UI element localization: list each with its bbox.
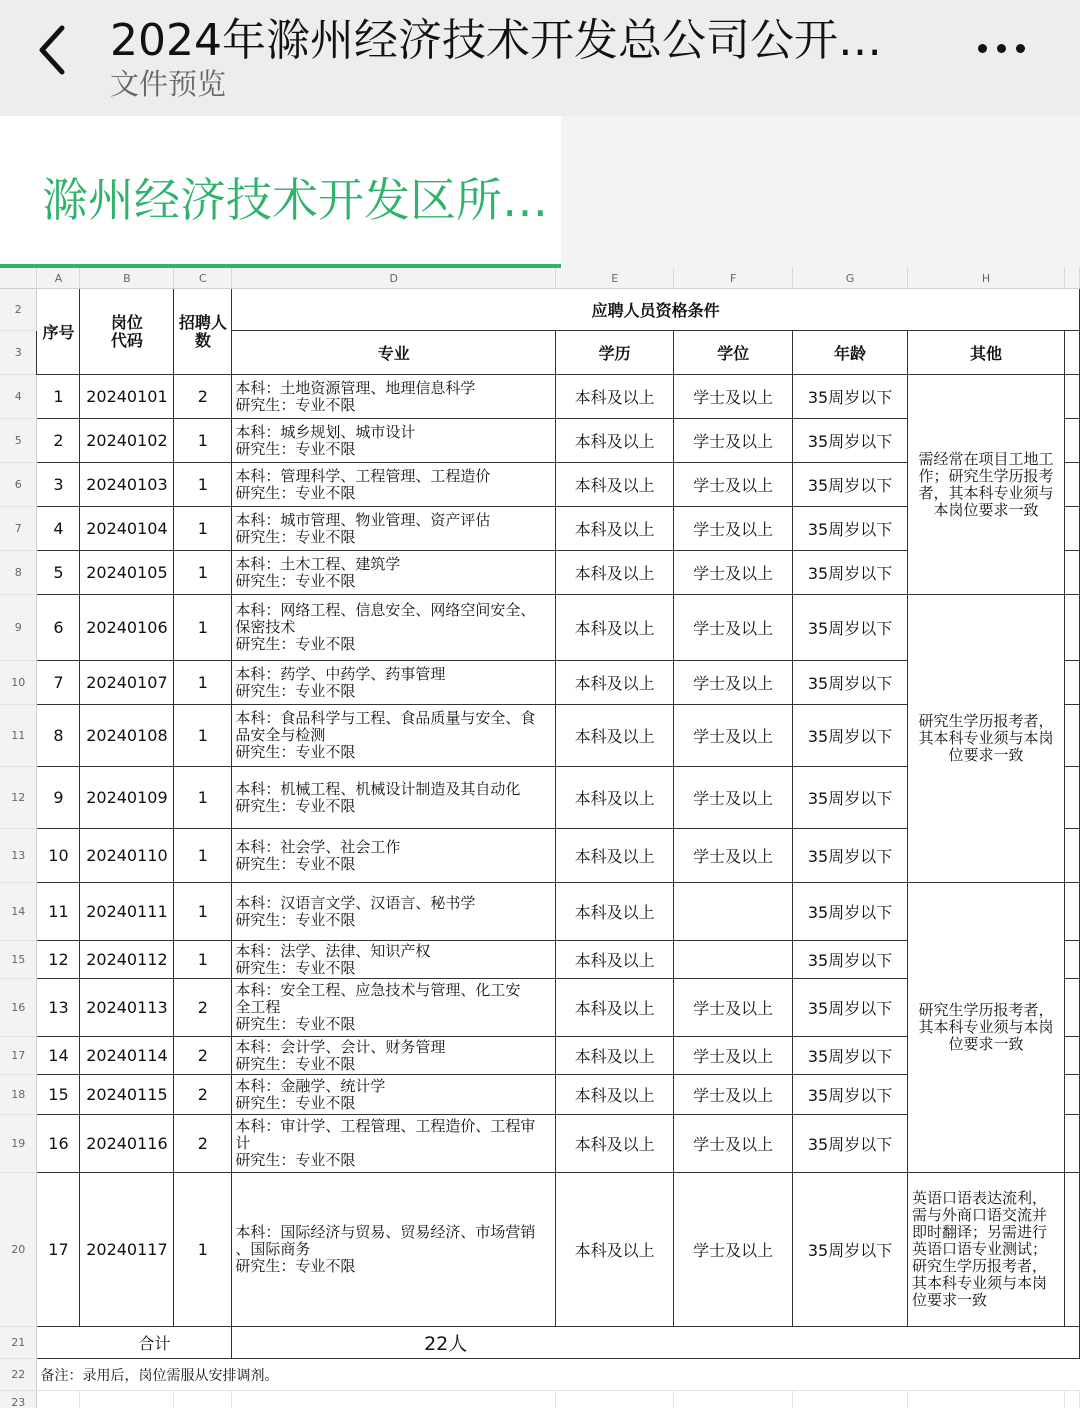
- cell-major[interactable]: 本科：社会学、社会工作 研究生：专业不限: [232, 829, 556, 883]
- header-count[interactable]: 招聘人数: [174, 289, 232, 375]
- cell-code[interactable]: 20240114: [80, 1037, 174, 1075]
- row-number[interactable]: 18: [0, 1075, 37, 1115]
- column-header[interactable]: C: [174, 268, 232, 289]
- cell[interactable]: [37, 1391, 80, 1408]
- app-header: [0, 0, 1080, 116]
- cell-code[interactable]: 20240102: [80, 419, 174, 463]
- cell-code[interactable]: 20240116: [80, 1115, 174, 1173]
- row-number[interactable]: 13: [0, 829, 37, 883]
- cell-seq[interactable]: 8: [37, 705, 80, 767]
- row-number[interactable]: 21: [0, 1327, 37, 1359]
- cell-seq[interactable]: 14: [37, 1037, 80, 1075]
- cell-age[interactable]: 35周岁以下: [793, 1075, 908, 1115]
- cell-age[interactable]: 35周岁以下: [793, 595, 908, 661]
- cell[interactable]: [1064, 1115, 1079, 1173]
- cell-major[interactable]: 本科：审计学、工程管理、工程造价、工程审 计 研究生：专业不限: [232, 1115, 556, 1173]
- spreadsheet-grid: [0, 268, 1080, 1408]
- cell-major[interactable]: 本科：网络工程、信息安全、网络空间安全、 保密技术 研究生：专业不限: [232, 595, 556, 661]
- cell-degree[interactable]: 学士及以上: [674, 1037, 793, 1075]
- column-header[interactable]: B: [80, 268, 174, 289]
- cell-seq[interactable]: 10: [37, 829, 80, 883]
- cell-education[interactable]: 本科及以上: [556, 1037, 674, 1075]
- cell-code[interactable]: 20240113: [80, 979, 174, 1037]
- table-row: [0, 1391, 1080, 1408]
- cell-age[interactable]: 35周岁以下: [793, 463, 908, 507]
- cell-degree[interactable]: 学士及以上: [674, 1075, 793, 1115]
- row-number[interactable]: 10: [0, 661, 37, 705]
- cell-education[interactable]: 本科及以上: [556, 1173, 674, 1327]
- row-number[interactable]: 4: [0, 375, 37, 419]
- cell-count[interactable]: 1: [174, 883, 232, 941]
- cell-code[interactable]: 20240115: [80, 1075, 174, 1115]
- cell-count[interactable]: 1: [174, 941, 232, 979]
- cell-count[interactable]: 1: [174, 463, 232, 507]
- cell-code[interactable]: 20240103: [80, 463, 174, 507]
- header-education[interactable]: 学历: [556, 331, 674, 375]
- cell[interactable]: [1064, 829, 1079, 883]
- cell-seq[interactable]: 5: [37, 551, 80, 595]
- cell-seq[interactable]: 4: [37, 507, 80, 551]
- cell-code[interactable]: 20240106: [80, 595, 174, 661]
- column-header[interactable]: G: [793, 268, 908, 289]
- cell[interactable]: [674, 1391, 793, 1408]
- header-code[interactable]: 岗位代码: [80, 289, 174, 375]
- file-title: 2024年滁州经济技术开发总公司公开…: [110, 15, 882, 66]
- cell-degree[interactable]: 学士及以上: [674, 979, 793, 1037]
- cell[interactable]: [556, 1391, 674, 1408]
- cell-degree[interactable]: 学士及以上: [674, 1115, 793, 1173]
- cell-degree[interactable]: [674, 941, 793, 979]
- cell-count[interactable]: 1: [174, 829, 232, 883]
- cell-education[interactable]: 本科及以上: [556, 551, 674, 595]
- cell-education[interactable]: 本科及以上: [556, 767, 674, 829]
- cell-age[interactable]: 35周岁以下: [793, 1173, 908, 1327]
- cell-code[interactable]: 20240112: [80, 941, 174, 979]
- cell[interactable]: [1064, 1173, 1079, 1327]
- cell-age[interactable]: 35周岁以下: [793, 705, 908, 767]
- header-age[interactable]: 年龄: [793, 331, 908, 375]
- row-number[interactable]: 3: [0, 331, 37, 375]
- cell-seq[interactable]: 12: [37, 941, 80, 979]
- cell-age[interactable]: 35周岁以下: [793, 767, 908, 829]
- cell[interactable]: [1064, 375, 1079, 419]
- cell-age[interactable]: 35周岁以下: [793, 551, 908, 595]
- cell-major[interactable]: 本科：汉语言文学、汉语言、秘书学 研究生：专业不限: [232, 883, 556, 941]
- total-label[interactable]: 合计: [37, 1327, 232, 1359]
- cell[interactable]: [1064, 883, 1079, 941]
- cell-age[interactable]: 35周岁以下: [793, 883, 908, 941]
- cell[interactable]: [1064, 1391, 1079, 1408]
- cell-major[interactable]: 本科：国际经济与贸易、贸易经济、市场营销 、国际商务 研究生：专业不限: [232, 1173, 556, 1327]
- more-options-icon[interactable]: [972, 30, 1032, 70]
- cell-education[interactable]: 本科及以上: [556, 419, 674, 463]
- cell-degree[interactable]: 学士及以上: [674, 661, 793, 705]
- cell-seq[interactable]: 1: [37, 375, 80, 419]
- table-row: [0, 375, 1080, 419]
- cell[interactable]: [1064, 551, 1079, 595]
- cell-count[interactable]: 1: [174, 419, 232, 463]
- column-header[interactable]: A: [37, 268, 80, 289]
- cell-degree[interactable]: 学士及以上: [674, 463, 793, 507]
- back-arrow-icon[interactable]: [30, 20, 80, 80]
- cell-other[interactable]: 需经常在项目工地工作；研究生学历报考者，其本科专业须与本岗位要求一致: [908, 375, 1065, 595]
- cell-age[interactable]: 35周岁以下: [793, 941, 908, 979]
- cell-education[interactable]: 本科及以上: [556, 463, 674, 507]
- table-row: [0, 289, 1080, 331]
- cell-degree[interactable]: 学士及以上: [674, 419, 793, 463]
- cell-count[interactable]: 1: [174, 705, 232, 767]
- cell-other[interactable]: 研究生学历报考者，其本科专业须与本岗位要求一致: [908, 595, 1065, 883]
- cell-major[interactable]: 本科：法学、法律、知识产权 研究生：专业不限: [232, 941, 556, 979]
- cell-major[interactable]: 本科：会计学、会计、财务管理 研究生：专业不限: [232, 1037, 556, 1075]
- cell-count[interactable]: 2: [174, 375, 232, 419]
- cell-code[interactable]: 20240117: [80, 1173, 174, 1327]
- cell-seq[interactable]: 6: [37, 595, 80, 661]
- cell-seq[interactable]: 17: [37, 1173, 80, 1327]
- cell[interactable]: [1064, 463, 1079, 507]
- cell[interactable]: [1064, 1037, 1079, 1075]
- cell[interactable]: [793, 1391, 908, 1408]
- row-number[interactable]: 14: [0, 883, 37, 941]
- cell-major[interactable]: 本科：城市管理、物业管理、资产评估 研究生：专业不限: [232, 507, 556, 551]
- row-number[interactable]: 8: [0, 551, 37, 595]
- row-number[interactable]: 12: [0, 767, 37, 829]
- cell-age[interactable]: 35周岁以下: [793, 661, 908, 705]
- cell-education[interactable]: 本科及以上: [556, 1075, 674, 1115]
- cell-count[interactable]: 1: [174, 551, 232, 595]
- cell-education[interactable]: 本科及以上: [556, 883, 674, 941]
- cell[interactable]: [1064, 595, 1079, 661]
- row-number[interactable]: 7: [0, 507, 37, 551]
- footnote[interactable]: 备注：录用后，岗位需服从安排调剂。: [37, 1359, 1080, 1391]
- table-row: [0, 595, 1080, 661]
- cell-seq[interactable]: 2: [37, 419, 80, 463]
- cell-major[interactable]: 本科：城乡规划、城市设计 研究生：专业不限: [232, 419, 556, 463]
- cell-degree[interactable]: 学士及以上: [674, 595, 793, 661]
- cell-seq[interactable]: 13: [37, 979, 80, 1037]
- header-other[interactable]: 其他: [908, 331, 1065, 375]
- row-number[interactable]: 11: [0, 705, 37, 767]
- header-qualifications[interactable]: 应聘人员资格条件: [232, 289, 1080, 331]
- cell-count[interactable]: 2: [174, 1037, 232, 1075]
- sheet-tab-active[interactable]: [0, 116, 561, 264]
- cell-count[interactable]: 1: [174, 1173, 232, 1327]
- cell-count[interactable]: 2: [174, 1075, 232, 1115]
- column-header-row: [0, 268, 1080, 289]
- cell[interactable]: [1064, 331, 1079, 375]
- cell-degree[interactable]: 学士及以上: [674, 551, 793, 595]
- row-number[interactable]: 2: [0, 289, 37, 331]
- cell-age[interactable]: 35周岁以下: [793, 979, 908, 1037]
- cell[interactable]: [1064, 661, 1079, 705]
- cell-education[interactable]: 本科及以上: [556, 705, 674, 767]
- cell-seq[interactable]: 3: [37, 463, 80, 507]
- cell-major[interactable]: 本科：管理科学、工程管理、工程造价 研究生：专业不限: [232, 463, 556, 507]
- row-number[interactable]: 17: [0, 1037, 37, 1075]
- header-major[interactable]: 专业: [232, 331, 556, 375]
- corner-cell[interactable]: [0, 268, 37, 289]
- cell-seq[interactable]: 11: [37, 883, 80, 941]
- total-value[interactable]: 22人: [232, 1327, 1080, 1359]
- row-number[interactable]: 5: [0, 419, 37, 463]
- cell-major[interactable]: 本科：食品科学与工程、食品质量与安全、食 品安全与检测 研究生：专业不限: [232, 705, 556, 767]
- cell-education[interactable]: 本科及以上: [556, 595, 674, 661]
- table-row: [0, 1327, 1080, 1359]
- cell[interactable]: [1064, 705, 1079, 767]
- cell[interactable]: [1064, 767, 1079, 829]
- cell-count[interactable]: 1: [174, 507, 232, 551]
- column-header[interactable]: E: [556, 268, 674, 289]
- cell-code[interactable]: 20240108: [80, 705, 174, 767]
- cell[interactable]: [174, 1391, 232, 1408]
- cell-major[interactable]: 本科：药学、中药学、药事管理 研究生：专业不限: [232, 661, 556, 705]
- row-number[interactable]: 19: [0, 1115, 37, 1173]
- cell-code[interactable]: 20240105: [80, 551, 174, 595]
- sheet-tab-label: 滁州经济技术开发区所…: [42, 173, 548, 227]
- cell-code[interactable]: 20240104: [80, 507, 174, 551]
- cell[interactable]: [1064, 1075, 1079, 1115]
- cell-major[interactable]: 本科：金融学、统计学 研究生：专业不限: [232, 1075, 556, 1115]
- cell-count[interactable]: 2: [174, 1115, 232, 1173]
- cell-other[interactable]: 研究生学历报考者，其本科专业须与本岗位要求一致: [908, 883, 1065, 1173]
- cell[interactable]: [232, 1391, 556, 1408]
- cell[interactable]: [1064, 507, 1079, 551]
- cell-seq[interactable]: 9: [37, 767, 80, 829]
- cell-degree[interactable]: [674, 883, 793, 941]
- cell-degree[interactable]: 学士及以上: [674, 705, 793, 767]
- cell-seq[interactable]: 15: [37, 1075, 80, 1115]
- cell-count[interactable]: 1: [174, 595, 232, 661]
- row-number[interactable]: 15: [0, 941, 37, 979]
- cell-code[interactable]: 20240101: [80, 375, 174, 419]
- table-row: [0, 883, 1080, 941]
- cell-degree[interactable]: 学士及以上: [674, 829, 793, 883]
- row-number[interactable]: 23: [0, 1391, 37, 1408]
- row-number[interactable]: 16: [0, 979, 37, 1037]
- cell-major[interactable]: 本科：安全工程、应急技术与管理、化工安 全工程 研究生：专业不限: [232, 979, 556, 1037]
- cell-education[interactable]: 本科及以上: [556, 829, 674, 883]
- spreadsheet[interactable]: [0, 268, 1080, 1408]
- cell-code[interactable]: 20240110: [80, 829, 174, 883]
- cell-count[interactable]: 1: [174, 661, 232, 705]
- cell-age[interactable]: 35周岁以下: [793, 507, 908, 551]
- cell-age[interactable]: 35周岁以下: [793, 419, 908, 463]
- cell[interactable]: [908, 1391, 1065, 1408]
- cell-other[interactable]: 英语口语表达流利，需与外商口语交流并即时翻译；另需进行英语口语专业测试；研究生学历报考者，其本科专业须与本岗位要求一致: [908, 1173, 1065, 1327]
- column-header[interactable]: D: [232, 268, 556, 289]
- header-seq[interactable]: 序号: [37, 289, 80, 375]
- cell-education[interactable]: 本科及以上: [556, 661, 674, 705]
- cell[interactable]: [1064, 979, 1079, 1037]
- cell-age[interactable]: 35周岁以下: [793, 1037, 908, 1075]
- cell-degree[interactable]: 学士及以上: [674, 1173, 793, 1327]
- cell-education[interactable]: 本科及以上: [556, 507, 674, 551]
- table-row: [0, 1173, 1080, 1327]
- cell-code[interactable]: 20240111: [80, 883, 174, 941]
- cell[interactable]: [1064, 941, 1079, 979]
- row-number[interactable]: 22: [0, 1359, 37, 1391]
- cell-degree[interactable]: 学士及以上: [674, 375, 793, 419]
- cell-seq[interactable]: 16: [37, 1115, 80, 1173]
- cell-degree[interactable]: 学士及以上: [674, 507, 793, 551]
- cell-age[interactable]: 35周岁以下: [793, 375, 908, 419]
- cell-education[interactable]: 本科及以上: [556, 1115, 674, 1173]
- file-subtitle: 文件预览: [110, 67, 227, 101]
- row-number[interactable]: 6: [0, 463, 37, 507]
- cell[interactable]: [1064, 419, 1079, 463]
- cell-degree[interactable]: 学士及以上: [674, 767, 793, 829]
- cell-major[interactable]: 本科：土地资源管理、地理信息科学 研究生：专业不限: [232, 375, 556, 419]
- row-number[interactable]: 9: [0, 595, 37, 661]
- column-header[interactable]: F: [674, 268, 793, 289]
- cell-code[interactable]: 20240109: [80, 767, 174, 829]
- cell-education[interactable]: 本科及以上: [556, 375, 674, 419]
- header-degree[interactable]: 学位: [674, 331, 793, 375]
- cell[interactable]: [80, 1391, 174, 1408]
- cell-seq[interactable]: 7: [37, 661, 80, 705]
- cell-age[interactable]: 35周岁以下: [793, 1115, 908, 1173]
- cell-age[interactable]: 35周岁以下: [793, 829, 908, 883]
- row-number[interactable]: 20: [0, 1173, 37, 1327]
- column-header[interactable]: H: [908, 268, 1065, 289]
- cell-code[interactable]: 20240107: [80, 661, 174, 705]
- column-header-extra[interactable]: [1064, 268, 1079, 289]
- cell-major[interactable]: 本科：土木工程、建筑学 研究生：专业不限: [232, 551, 556, 595]
- cell-count[interactable]: 1: [174, 767, 232, 829]
- table-row: [0, 1359, 1080, 1391]
- cell-major[interactable]: 本科：机械工程、机械设计制造及其自动化 研究生：专业不限: [232, 767, 556, 829]
- cell-count[interactable]: 2: [174, 979, 232, 1037]
- cell-education[interactable]: 本科及以上: [556, 941, 674, 979]
- cell-education[interactable]: 本科及以上: [556, 979, 674, 1037]
